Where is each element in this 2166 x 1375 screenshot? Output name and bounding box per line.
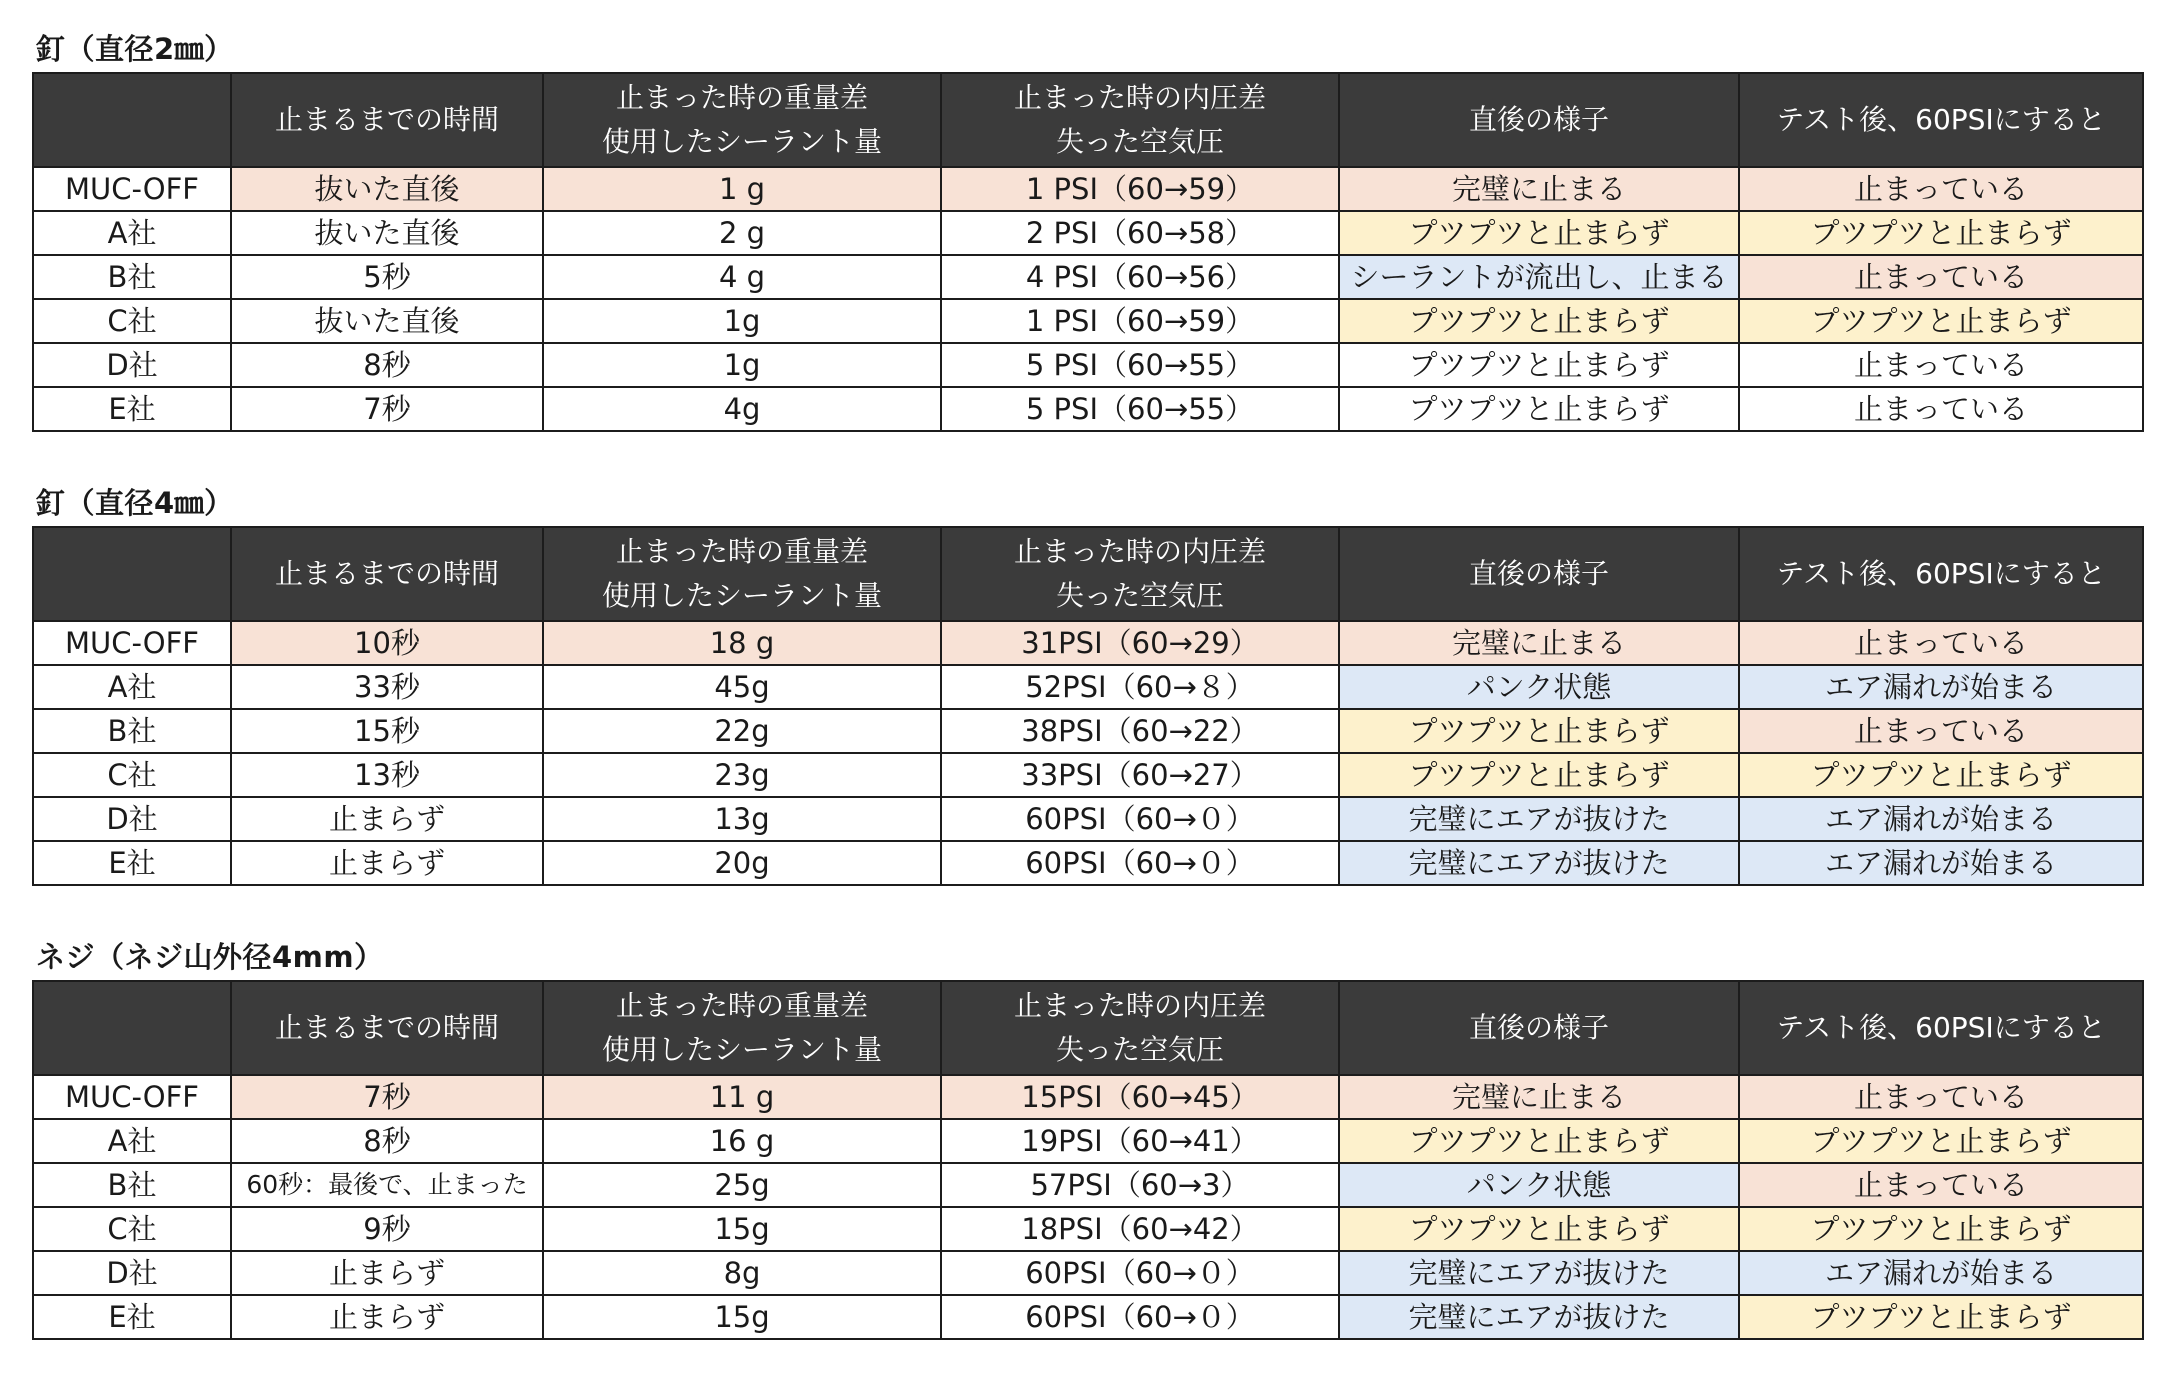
section-title: 釘（直径2㎜） (36, 32, 234, 66)
cell-name: A社 (33, 665, 231, 709)
table-row (33, 1207, 2143, 1251)
cell-name: A社 (33, 1119, 231, 1163)
header-pressure-diff-line1: 止まった時の内圧差 (1013, 535, 1266, 568)
cell-name: A社 (33, 211, 231, 255)
header-weight-diff-line1: 止まった時の重量差 (615, 989, 868, 1022)
header-row (33, 527, 2143, 621)
cell-weight: 8g (543, 1251, 941, 1295)
cell-pressure: 60PSI（60→０） (941, 841, 1339, 885)
cell-time: 15秒 (231, 709, 543, 753)
cell-state: プツプツと止まらず (1339, 1119, 1739, 1163)
cell-state: 完璧にエアが抜けた (1339, 1251, 1739, 1295)
cell-weight: 4g (543, 387, 941, 431)
header-weight-diff (543, 73, 941, 167)
results-table (32, 72, 2144, 432)
cell-state: プツプツと止まらず (1339, 299, 1739, 343)
cell-pressure: 15PSI（60→45） (941, 1075, 1339, 1119)
cell-weight: 2 g (543, 211, 941, 255)
cell-name: E社 (33, 841, 231, 885)
header-pressure-diff-line1: 止まった時の内圧差 (1013, 989, 1266, 1022)
cell-name: MUC-OFF (33, 621, 231, 665)
cell-time: 7秒 (231, 387, 543, 431)
cell-time: 抜いた直後 (231, 299, 543, 343)
cell-after: プツプツと止まらず (1739, 1119, 2143, 1163)
cell-time: 止まらず (231, 797, 543, 841)
cell-pressure: 19PSI（60→41） (941, 1119, 1339, 1163)
cell-time: 抜いた直後 (231, 211, 543, 255)
table-row (33, 299, 2143, 343)
header-immediate-state: 直後の様子 (1339, 981, 1739, 1075)
cell-after: 止まっている (1739, 1075, 2143, 1119)
cell-weight: 1g (543, 299, 941, 343)
header-immediate-state: 直後の様子 (1339, 527, 1739, 621)
header-pressure-diff (941, 981, 1339, 1075)
table-row (33, 387, 2143, 431)
table-row (33, 1075, 2143, 1119)
cell-pressure: 1 PSI（60→59） (941, 299, 1339, 343)
cell-state: パンク状態 (1339, 665, 1739, 709)
header-row (33, 73, 2143, 167)
cell-pressure: 33PSI（60→27） (941, 753, 1339, 797)
header-weight-diff-line1: 止まった時の重量差 (615, 535, 868, 568)
cell-time: 止まらず (231, 1251, 543, 1295)
cell-time: 抜いた直後 (231, 167, 543, 211)
cell-pressure: 60PSI（60→０） (941, 797, 1339, 841)
header-blank (33, 527, 231, 621)
cell-pressure: 60PSI（60→０） (941, 1295, 1339, 1339)
table-row (33, 255, 2143, 299)
cell-state: パンク状態 (1339, 1163, 1739, 1207)
table-row (33, 343, 2143, 387)
cell-weight: 1g (543, 343, 941, 387)
cell-name: D社 (33, 1251, 231, 1295)
cell-time: 10秒 (231, 621, 543, 665)
section-spacer (32, 886, 2142, 934)
cell-weight: 15g (543, 1295, 941, 1339)
table-row (33, 167, 2143, 211)
header-row (33, 981, 2143, 1075)
cell-pressure: 31PSI（60→29） (941, 621, 1339, 665)
cell-name: C社 (33, 299, 231, 343)
cell-time: 7秒 (231, 1075, 543, 1119)
cell-time: 60秒：最後で、止まった (231, 1163, 543, 1207)
header-pressure-diff (941, 73, 1339, 167)
cell-time: 止まらず (231, 1295, 543, 1339)
header-blank (33, 73, 231, 167)
cell-after: プツプツと止まらず (1739, 1207, 2143, 1251)
cell-time: 5秒 (231, 255, 543, 299)
cell-after: エア漏れが始まる (1739, 665, 2143, 709)
cell-time: 8秒 (231, 343, 543, 387)
cell-state: シーラントが流出し、止まる (1339, 255, 1739, 299)
cell-weight: 15g (543, 1207, 941, 1251)
cell-state: 完璧にエアが抜けた (1339, 797, 1739, 841)
cell-after: エア漏れが始まる (1739, 841, 2143, 885)
cell-weight: 4 g (543, 255, 941, 299)
cell-after: プツプツと止まらず (1739, 211, 2143, 255)
cell-weight: 13g (543, 797, 941, 841)
cell-pressure: 52PSI（60→８） (941, 665, 1339, 709)
cell-after: プツプツと止まらず (1739, 299, 2143, 343)
cell-time: 止まらず (231, 841, 543, 885)
header-weight-diff-line2: 使用したシーラント量 (601, 579, 882, 612)
cell-after: 止まっている (1739, 1163, 2143, 1207)
header-immediate-state: 直後の様子 (1339, 73, 1739, 167)
table-row (33, 753, 2143, 797)
cell-time: 13秒 (231, 753, 543, 797)
header-time-to-stop: 止まるまでの時間 (231, 981, 543, 1075)
cell-state: プツプツと止まらず (1339, 387, 1739, 431)
section-spacer (32, 432, 2142, 480)
cell-state: 完璧に止まる (1339, 167, 1739, 211)
results-table (32, 526, 2144, 886)
results-table (32, 980, 2144, 1340)
cell-name: B社 (33, 709, 231, 753)
cell-pressure: 2 PSI（60→58） (941, 211, 1339, 255)
cell-name: E社 (33, 387, 231, 431)
cell-after: プツプツと止まらず (1739, 753, 2143, 797)
cell-pressure: 1 PSI（60→59） (941, 167, 1339, 211)
cell-state: プツプツと止まらず (1339, 753, 1739, 797)
table-row (33, 1295, 2143, 1339)
cell-weight: 25g (543, 1163, 941, 1207)
section-screw-4mm (32, 934, 2142, 1340)
cell-name: MUC-OFF (33, 1075, 231, 1119)
cell-state: 完璧に止まる (1339, 1075, 1739, 1119)
header-pressure-diff (941, 527, 1339, 621)
cell-state: プツプツと止まらず (1339, 1207, 1739, 1251)
table-row (33, 841, 2143, 885)
cell-name: MUC-OFF (33, 167, 231, 211)
cell-name: D社 (33, 343, 231, 387)
section-nail-4mm (32, 480, 2142, 886)
cell-state: 完璧にエアが抜けた (1339, 841, 1739, 885)
header-after-test: テスト後、60PSIにすると (1739, 527, 2143, 621)
cell-pressure: 18PSI（60→42） (941, 1207, 1339, 1251)
cell-name: E社 (33, 1295, 231, 1339)
cell-state: プツプツと止まらず (1339, 343, 1739, 387)
header-time-to-stop: 止まるまでの時間 (231, 527, 543, 621)
cell-name: C社 (33, 1207, 231, 1251)
cell-weight: 45g (543, 665, 941, 709)
cell-time: 8秒 (231, 1119, 543, 1163)
table-row (33, 1251, 2143, 1295)
cell-name: C社 (33, 753, 231, 797)
cell-name: D社 (33, 797, 231, 841)
table-row (33, 797, 2143, 841)
table-row (33, 1163, 2143, 1207)
table-row (33, 621, 2143, 665)
header-weight-diff-line2: 使用したシーラント量 (601, 125, 882, 158)
cell-after: エア漏れが始まる (1739, 1251, 2143, 1295)
table-row (33, 665, 2143, 709)
cell-weight: 20g (543, 841, 941, 885)
cell-time: 33秒 (231, 665, 543, 709)
header-pressure-diff-line1: 止まった時の内圧差 (1013, 81, 1266, 114)
header-pressure-diff-line2: 失った空気圧 (1055, 1033, 1224, 1066)
header-time-to-stop: 止まるまでの時間 (231, 73, 543, 167)
cell-after: 止まっている (1739, 709, 2143, 753)
header-weight-diff-line2: 使用したシーラント量 (601, 1033, 882, 1066)
cell-after: エア漏れが始まる (1739, 797, 2143, 841)
cell-state: 完璧にエアが抜けた (1339, 1295, 1739, 1339)
cell-state: プツプツと止まらず (1339, 211, 1739, 255)
cell-after: 止まっている (1739, 167, 2143, 211)
section-nail-2mm (32, 26, 2142, 432)
cell-pressure: 5 PSI（60→55） (941, 343, 1339, 387)
cell-weight: 11 g (543, 1075, 941, 1119)
cell-weight: 18 g (543, 621, 941, 665)
cell-after: 止まっている (1739, 255, 2143, 299)
header-weight-diff (543, 527, 941, 621)
cell-after: 止まっている (1739, 343, 2143, 387)
cell-state: 完璧に止まる (1339, 621, 1739, 665)
section-title: 釘（直径4㎜） (36, 486, 234, 520)
cell-name: B社 (33, 1163, 231, 1207)
header-blank (33, 981, 231, 1075)
cell-weight: 1 g (543, 167, 941, 211)
table-row (33, 1119, 2143, 1163)
cell-weight: 16 g (543, 1119, 941, 1163)
header-weight-diff (543, 981, 941, 1075)
cell-after: 止まっている (1739, 621, 2143, 665)
cell-name: B社 (33, 255, 231, 299)
header-pressure-diff-line2: 失った空気圧 (1055, 579, 1224, 612)
section-title: ネジ（ネジ山外径4mm） (36, 940, 384, 974)
table-row (33, 709, 2143, 753)
document-page (32, 26, 2142, 1340)
cell-pressure: 38PSI（60→22） (941, 709, 1339, 753)
header-after-test: テスト後、60PSIにすると (1739, 981, 2143, 1075)
header-after-test: テスト後、60PSIにすると (1739, 73, 2143, 167)
cell-pressure: 4 PSI（60→56） (941, 255, 1339, 299)
table-row (33, 211, 2143, 255)
header-pressure-diff-line2: 失った空気圧 (1055, 125, 1224, 158)
cell-time: 9秒 (231, 1207, 543, 1251)
cell-after: 止まっている (1739, 387, 2143, 431)
cell-pressure: 60PSI（60→０） (941, 1251, 1339, 1295)
header-weight-diff-line1: 止まった時の重量差 (615, 81, 868, 114)
cell-weight: 23g (543, 753, 941, 797)
cell-state: プツプツと止まらず (1339, 709, 1739, 753)
cell-pressure: 57PSI（60→3） (941, 1163, 1339, 1207)
cell-weight: 22g (543, 709, 941, 753)
cell-pressure: 5 PSI（60→55） (941, 387, 1339, 431)
cell-after: プツプツと止まらず (1739, 1295, 2143, 1339)
